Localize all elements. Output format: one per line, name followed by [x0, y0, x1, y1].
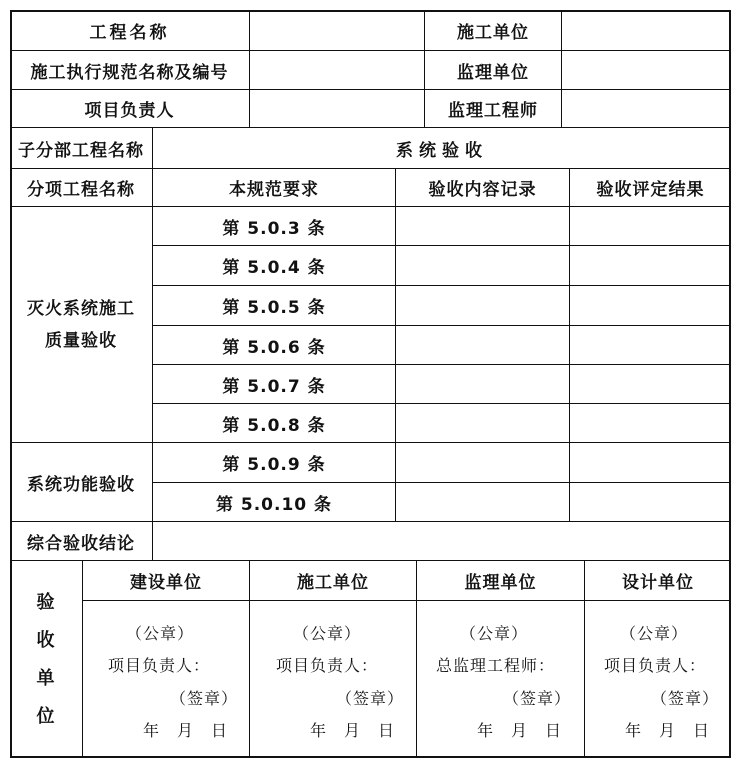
- clause-5-0-9: 第 5.0.9 条: [222, 455, 326, 475]
- side-label-char: 位: [36, 705, 56, 727]
- side-label-char: 单: [36, 667, 56, 689]
- unit-name-supervisor: 监理单位: [464, 573, 537, 593]
- conclusion-field[interactable]: [153, 522, 731, 560]
- side-label-char: 收: [36, 629, 56, 651]
- col-divider: [569, 168, 570, 522]
- clause-5-0-3: 第 5.0.3 条: [222, 218, 326, 239]
- supervisor-label: 监理单位: [457, 62, 529, 83]
- seal-label: （公章）: [126, 624, 195, 643]
- record-header: 验收内容记录: [428, 180, 537, 200]
- person-label: 总监理工程师：: [436, 656, 556, 675]
- row-divider: [82, 600, 731, 601]
- date-label: 年 月 日: [625, 721, 711, 740]
- project-name-label: 工程名称: [89, 22, 170, 43]
- seal-label: （公章）: [293, 624, 362, 643]
- clause-5-0-10: 第 5.0.10 条: [215, 494, 333, 515]
- col-divider: [395, 168, 396, 522]
- standard-label: 施工执行规范名称及编号: [30, 62, 229, 83]
- result-header: 验收评定结果: [596, 180, 705, 200]
- person-label: 项目负责人：: [604, 656, 707, 675]
- group-label-line: 质量验收: [45, 330, 117, 351]
- supervising-engineer-field[interactable]: [562, 90, 731, 127]
- date-label: 年 月 日: [143, 721, 229, 740]
- person-label: 项目负责人：: [276, 656, 379, 675]
- clause-5-0-7: 第 5.0.7 条: [222, 376, 326, 397]
- sign-label: （签章）: [503, 689, 572, 708]
- contractor-label: 施工单位: [457, 22, 529, 43]
- group-label-function-acceptance: 系统功能验收: [27, 474, 135, 495]
- project-manager-label: 项目负责人: [84, 101, 175, 121]
- unit-name-designer: 设计单位: [622, 573, 694, 593]
- requirements-header: 本规范要求: [229, 180, 319, 200]
- seal-label: （公章）: [460, 624, 529, 643]
- project-manager-field[interactable]: [250, 90, 424, 127]
- item-name-label: 分项工程名称: [27, 180, 135, 200]
- side-label-char: 验: [36, 591, 56, 613]
- conclusion-label: 综合验收结论: [27, 533, 135, 554]
- supervisor-field[interactable]: [562, 51, 731, 89]
- date-label: 年 月 日: [477, 721, 563, 740]
- acceptance-units-side-label: [10, 561, 82, 758]
- contractor-field[interactable]: [562, 10, 731, 50]
- unit-name-contractor: 施工单位: [297, 573, 369, 593]
- clause-5-0-4: 第 5.0.4 条: [222, 258, 326, 278]
- system-acceptance-title: 系统验收: [396, 140, 488, 161]
- subdivision-label: 子分部工程名称: [18, 140, 144, 161]
- clause-5-0-8: 第 5.0.8 条: [222, 415, 326, 436]
- group-label-construction-quality: [10, 207, 152, 442]
- sign-label: （签章）: [651, 689, 720, 708]
- seal-label: （公章）: [620, 624, 689, 643]
- sign-label: （签章）: [336, 689, 405, 708]
- group-label-line: 灭火系统施工: [27, 298, 135, 319]
- person-label: 项目负责人：: [108, 656, 211, 675]
- supervising-engineer-label: 监理工程师: [448, 101, 538, 121]
- unit-name-construction-owner: 建设单位: [130, 573, 202, 593]
- standard-field[interactable]: [250, 51, 424, 89]
- clause-5-0-5: 第 5.0.5 条: [222, 298, 326, 318]
- clause-5-0-6: 第 5.0.6 条: [222, 337, 326, 358]
- date-label: 年 月 日: [310, 721, 396, 740]
- project-name-field[interactable]: [250, 10, 424, 50]
- sign-label: （签章）: [170, 689, 239, 708]
